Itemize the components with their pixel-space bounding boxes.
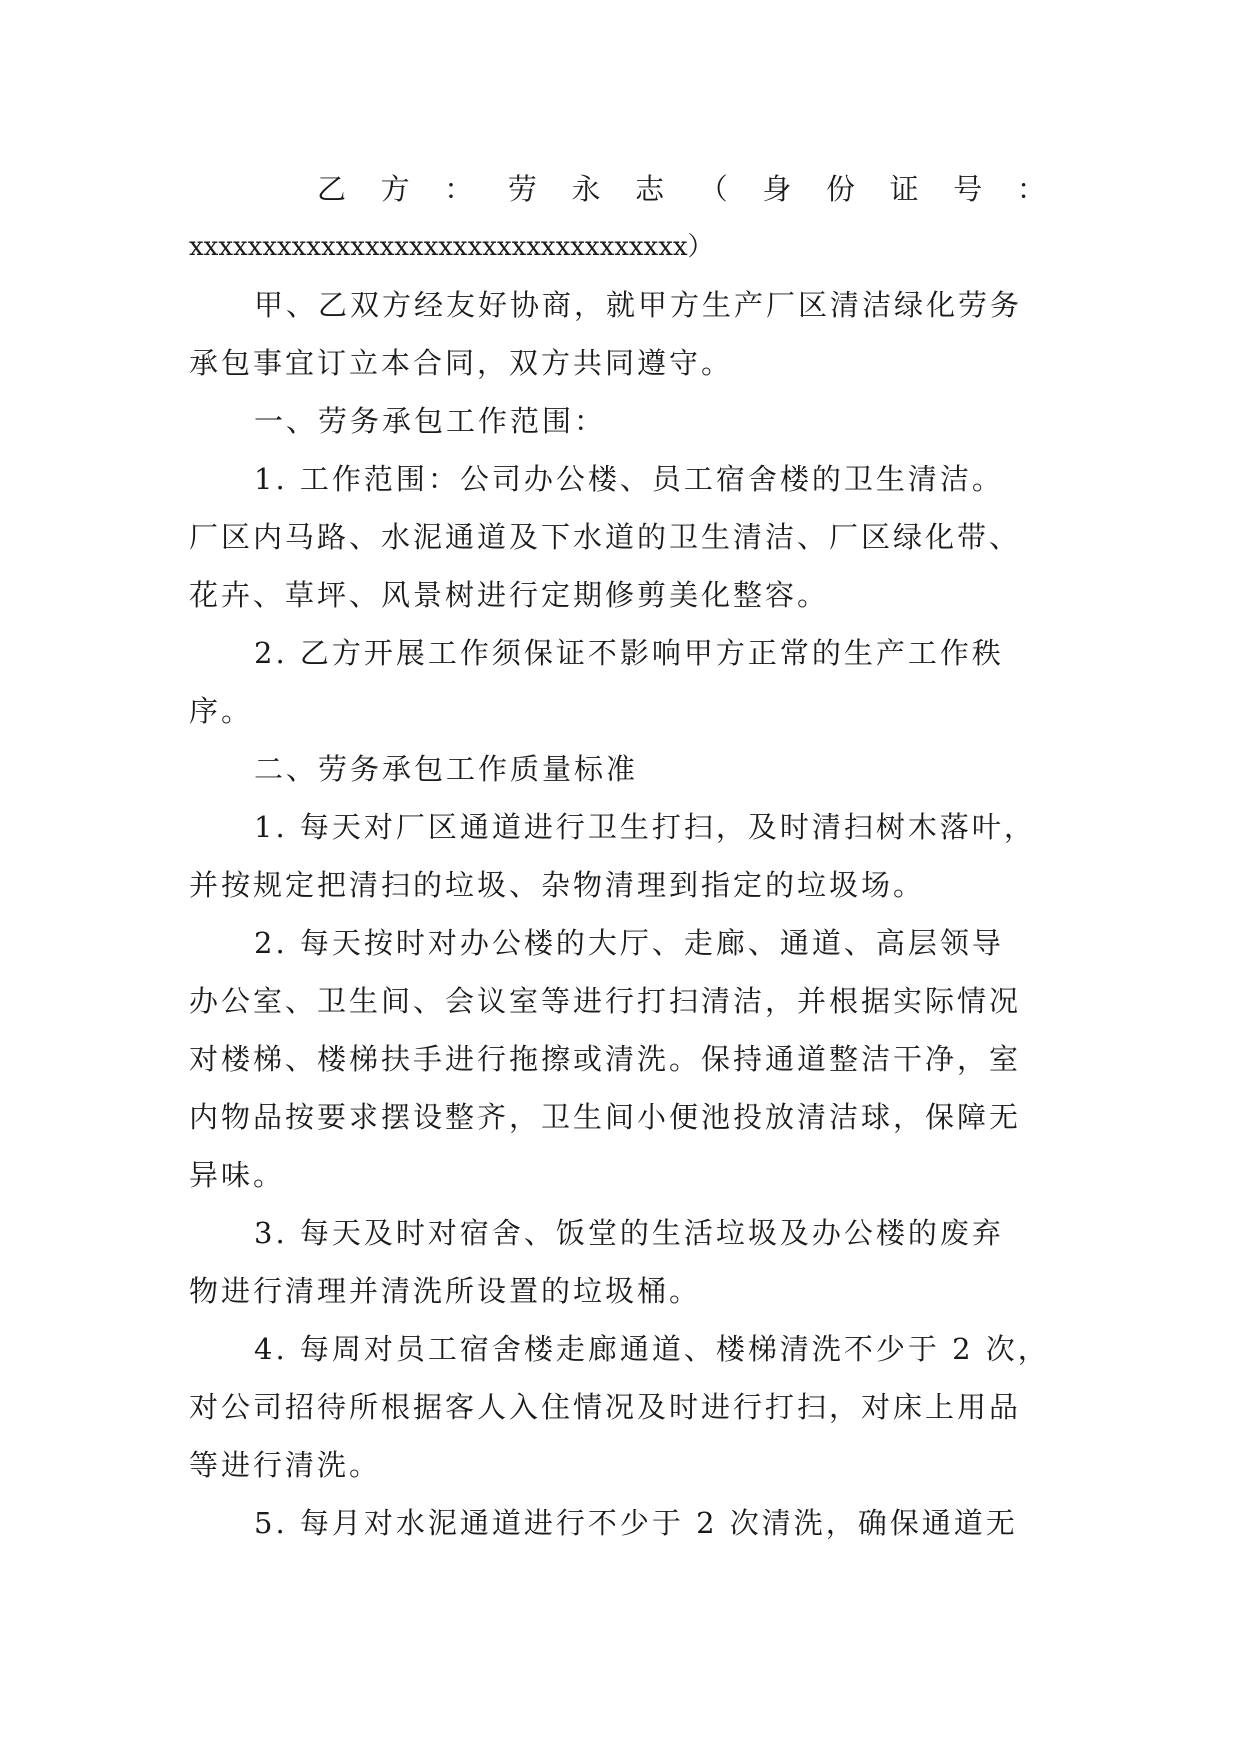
clause-line: 2. 每天按时对办公楼的大厅、走廊、通道、高层领导 [254,926,1004,960]
clause-line: 厂区内马路、水泥通道及下水道的卫生清洁、厂区绿化带、 [189,520,1022,554]
clause-line: 2. 乙方开展工作须保证不影响甲方正常的生产工作秩 [254,636,1004,670]
party-b-char: （ [698,172,731,206]
clause-line: 对楼梯、楼梯扶手进行拖擦或清洗。保持通道整洁干净，室 [189,1042,1022,1076]
clause-line: 异味。 [189,1158,286,1192]
clause-line: 物进行清理并清洗所设置的垃圾桶。 [189,1274,702,1308]
party-b-char: 乙 [317,172,350,206]
party-b-char: ： [1016,172,1049,206]
party-b-char: 份 [826,172,859,206]
clause-line: 4. 每周对员工宿舍楼走廊通道、楼梯清洗不少于 2 次， [254,1332,1050,1366]
preamble-line: 承包事宜订立本合同，双方共同遵守。 [189,346,734,380]
section-heading: 二、劳务承包工作质量标准 [254,752,639,786]
clause-line: 等进行清洗。 [189,1448,382,1482]
party-b-char: 劳 [507,172,540,206]
clause-line: 花卉、草坪、风景树进行定期修剪美化整容。 [189,578,830,612]
clause-line: 内物品按要求摆设整齐，卫生间小便池投放清洁球，保障无 [189,1100,1022,1134]
section-heading: 一、劳务承包工作范围： [254,404,607,438]
party-b-char: ： [444,172,477,206]
clause-line: 5. 每月对水泥通道进行不少于 2 次清洗，确保通道无 [254,1506,1018,1540]
clause-line: 序。 [189,694,254,728]
clause-line: 3. 每天及时对宿舍、饭堂的生活垃圾及办公楼的废弃 [254,1216,1004,1250]
clause-line: 1. 每天对厂区通道进行卫生打扫，及时清扫树木落叶， [254,810,1036,844]
party-b-char: 身 [762,172,795,206]
clause-line: 1. 工作范围：公司办公楼、员工宿舍楼的卫生清洁。 [254,462,1004,496]
preamble-line: 甲、乙双方经友好协商，就甲方生产厂区清洁绿化劳务 [254,288,1023,322]
party-b-char: 永 [571,172,604,206]
contract-page [189,160,1049,1552]
party-b-line [189,160,1049,218]
party-b-char: 号 [953,172,986,206]
party-b-char: 志 [635,172,668,206]
id-number-line: xxxxxxxxxxxxxxxxxxxxxxxxxxxxxxxxxx） [189,232,714,262]
clause-line: 并按规定把清扫的垃圾、杂物清理到指定的垃圾场。 [189,868,926,902]
clause-line: 办公室、卫生间、会议室等进行打扫清洁，并根据实际情况 [189,984,1022,1018]
party-b-char: 方 [380,172,413,206]
party-b-char: 证 [889,172,922,206]
clause-line: 对公司招待所根据客人入住情况及时进行打扫，对床上用品 [189,1390,1022,1424]
